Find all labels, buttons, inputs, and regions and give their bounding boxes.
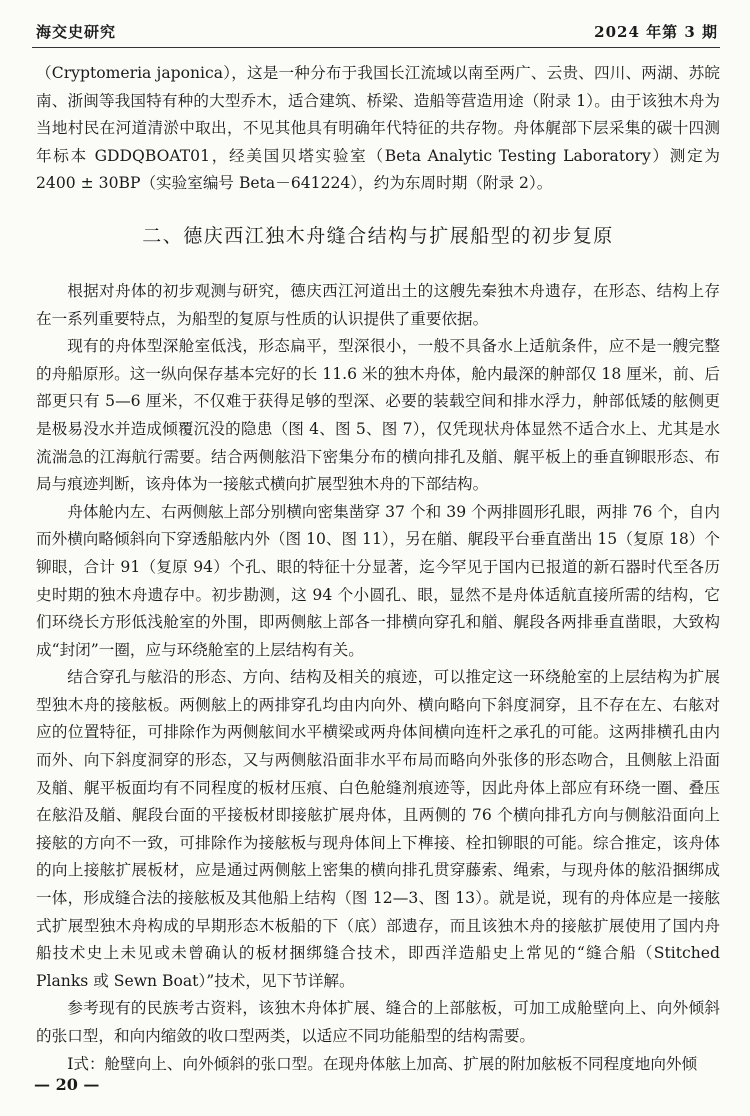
page-number: — 20 — <box>34 1075 100 1094</box>
paragraph: 现有的舟体型深舱室低浅，形态扁平，型深很小，一般不具备水上适航条件，应不是一艘完整的舟船原形。这一纵向保存基本完好的长 11.6 米的独木舟体，舱内最深的舯部仅 18 厘米，前、后部更只有 5—6 厘米，不仅难于获得足够的型深、必要的装载空间和排水浮力，舯部低矮的舷侧更是极易没水并造成倾覆沉没的隐患（图 4、图 5、图 7），仅凭现状舟体显然不适合水上、尤其是水流湍急的江海航行需要。结合两侧舷沿下密集分布的横向排孔及艏、艉平板上的垂直铆眼形态、布局与痕迹判断，该舟体为一接舷式横向扩展型独木舟的下部结构。 <box>36 337 720 494</box>
paragraph: 结合穿孔与舷沿的形态、方向、结构及相关的痕迹，可以推定这一环绕舱室的上层结构为扩展型独木舟的接舷板。两侧舷上的两排穿孔均由内向外、横向略向下斜度洞穿，且不存在左、右舷对应的位置特征，可排除作为两侧舷间水平横梁或两舟体间横向连杆之承孔的可能。这两排横孔由内而外、向下斜度洞穿的形态，又与两侧舷沿面非水平布局而略向外张侈的形态吻合，且侧舷上沿面及艏、艉平板面均有不同程度的板材压痕、白色舱缝剂痕迹等，因此舟体上部应有环绕一圈、叠压在舷沿及艏、艉段台面的平接板材即接舷扩展舟体，且两侧的 76 个横向排孔方向与侧舷沿面向上接舷的方向不一致，可排除作为接舷板与现舟体间上下榫接、栓扣铆眼的可能。综合推定，该舟体的向上接舷扩展板材，应是通过两侧舷上密集的横向排孔贯穿藤索、绳索，与现舟体的舷沿捆绑成一体，形成缝合法的接舷板及其他船上结构（图 12—3、图 13）。就是说，现有的舟体应是一接舷式扩展型独木舟构成的早期形态木板船的下（底）部遗存，而且该独木舟的接舷扩展使用了国内舟船技术史上未见或未曾确认的板材捆绑缝合技术，即西洋造船史上常见的“缝合船（Stitched Planks 或 Sewn Boat）”技术，见下节详解。 <box>36 668 720 990</box>
journal-title: 海交史研究 <box>36 22 117 41</box>
section-heading: 二、德庆西江独木舟缝合结构与扩展船型的初步复原 <box>142 224 614 247</box>
paragraph: Ⅰ式：舱壁向上、向外倾斜的张口型。在现舟体舷上加高、扩展的附加舷板不同程度地向外倾 <box>67 1054 698 1073</box>
paragraph: 根据对舟体的初步观测与研究，德庆西江河道出土的这艘先秦独木舟遗存，在形态、结构上存在一系列重要特点，为船型的复原与性质的认识提供了重要依据。 <box>36 281 720 328</box>
paragraph-continued: （Cryptomeria japonica），这是一种分布于我国长江流域以南至两广、云贵、四川、两湖、苏皖南、浙闽等我国特有种的大型乔木，适合建筑、桥梁、造船等营造用途（附录 1）。由于该独木舟为当地村民在河道清淤中取出，不见其他具有明确年代特征的共存物。舟体艉部下层采集的碳十四测年标本 GDDQBOAT01，经美国贝塔实验室（Beta Analytic Testing Laboratory）测定为 2400 ± 30BP（实验室编号 Beta－641224），约为东周时期（附录 2）。 <box>36 64 720 193</box>
article-body <box>36 60 720 1078</box>
issue-label: 2024 年第 3 期 <box>594 22 718 41</box>
running-header <box>36 18 718 44</box>
paragraph: 参考现有的民族考古资料，该独木舟体扩展、缝合的上部舷板，可加工成舱壁向上、向外倾斜的张口型，和向内缩敛的收口型两类，以适应不同功能船型的结构需要。 <box>36 999 720 1045</box>
paragraph: 舟体舱内左、右两侧舷上部分别横向密集凿穿 37 个和 39 个两排圆形孔眼，两排 76 个，自内而外横向略倾斜向下穿透船舷内外（图 10、图 11），另在艏、艉段平台垂直凿出 15（复原 18）个铆眼，合计 91（复原 94）个孔、眼的特征十分显著，迄今罕见于国内已报道的新石器时代至各历史时期的独木舟遗存中。初步勘测，这 94 个小圆孔、眼，显然不是舟体适航直接所需的结构，它们环绕长方形低浅舱室的外围，即两侧舷上部各一排横向穿孔和艏、艉段各两排垂直凿眼，大致构成“封闭”一圈，应与环绕舱室的上层结构有关。 <box>36 502 720 659</box>
header-divider <box>32 47 720 48</box>
